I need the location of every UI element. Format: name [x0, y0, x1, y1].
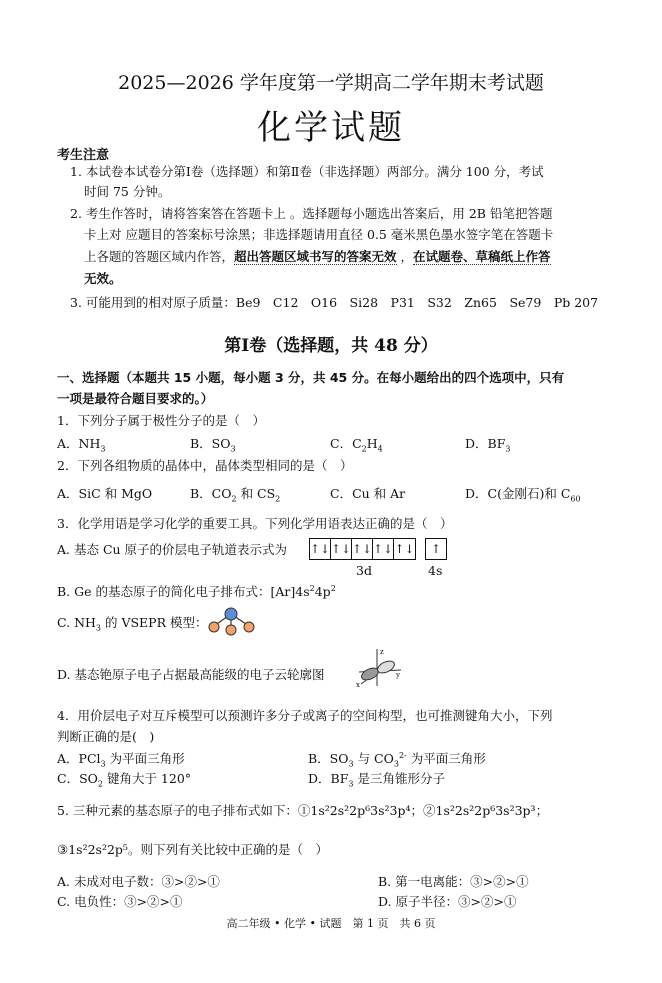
notice-item-1-cont: 时间 75 分钟。: [84, 184, 171, 199]
option-text: C．C: [330, 436, 362, 451]
q2-option-c: C．Cu 和 Ar: [330, 486, 406, 501]
notice-emphasis-1: 超出答题区域书写的答案无效: [234, 249, 397, 264]
notice-emphasis-2: 在试题卷、草稿纸上作答: [413, 249, 551, 264]
lobe: [376, 659, 397, 676]
q5-stem-cont: [57, 841, 328, 859]
q5-option-c: C. 电负性：③>②>①: [57, 894, 183, 909]
option-text: H: [366, 436, 378, 451]
label-4s: 4s: [428, 563, 443, 578]
part-instructions-cont: 一项是最符合题目要求的。）: [57, 391, 214, 406]
q4-option-b: [308, 750, 486, 768]
subscript: 3: [230, 444, 236, 454]
subscript: 2: [361, 444, 367, 454]
option-text: C. NH: [57, 615, 96, 630]
subscript: 3: [95, 623, 101, 633]
subscript: 3: [348, 779, 354, 789]
option-text: 4p: [314, 584, 331, 599]
electron-config: ③1s²2s²2p⁵: [57, 842, 128, 857]
subscript: 3: [505, 444, 511, 454]
q5-stem: 5. 三种元素的基态原子的电子排布式如下：①1s²2s²2p⁶3s²3p⁴；②1s²2s²2p⁶3s²3p³；: [57, 803, 549, 818]
q1-stem: 1．下列分子属于极性分子的是（ ）: [57, 413, 265, 428]
option-text: D．BF: [308, 771, 349, 786]
superscript: 2: [330, 583, 336, 593]
electron-config: ①1s²2s²2p⁶3s²3p⁴: [297, 803, 411, 818]
notice-text: 上各题的答题区域内作答，: [84, 249, 235, 264]
subscript: 3: [393, 759, 399, 769]
option-text: B. Ge 的基态原子的简化电子排布式：[Ar]4s: [57, 584, 310, 599]
q3-option-a: A. 基态 Cu 原子的价层电子轨道表示式为: [57, 542, 288, 557]
q1-option-d: [465, 435, 510, 453]
subscript: 3: [348, 759, 354, 769]
superscript: 2: [309, 583, 315, 593]
atom-h: [226, 625, 236, 635]
q2-option-b: [190, 485, 280, 503]
option-text: 和 CS: [236, 486, 276, 501]
q1-option-c: [330, 435, 383, 453]
q5-option-a: A. 未成对电子数：③>②>①: [57, 874, 220, 889]
orbital-4s-box: ↑: [425, 538, 447, 560]
option-text: C．SO: [57, 771, 98, 786]
q2-option-a: A．SiC 和 MgO: [57, 486, 153, 501]
orbital-cell: ↑↓: [331, 539, 352, 559]
orbital-cell: ↑↓: [373, 539, 394, 559]
q2-option-d: [465, 485, 581, 503]
label-3d: 3d: [356, 563, 372, 578]
notice-item-2-line3: [84, 248, 551, 266]
notice-item-2-cont: 卡上对 应题目的答案标号涂黑；非选择题请用直径 0.5 毫米黑色墨水签字笔在答题卡: [84, 227, 554, 242]
option-text: 与 CO: [353, 751, 394, 766]
subscript: 2: [97, 779, 103, 789]
orbital-cell: ↑↓: [352, 539, 373, 559]
vsepr-model-diagram: [204, 606, 260, 636]
subscript: 3: [100, 759, 106, 769]
axis-label-y: y: [396, 671, 400, 679]
electron-config: ②1s²2s²2p⁶3s²3p³: [423, 803, 536, 818]
option-text: B．SO: [190, 436, 231, 451]
q4-option-a: [57, 750, 185, 768]
notice-item-2-end: 无效。: [84, 271, 122, 286]
subscript: 60: [570, 494, 581, 504]
section-title: 第Ⅰ卷（选择题，共 48 分）: [224, 336, 438, 356]
atom-n: [225, 608, 237, 620]
superscript: 2-: [398, 750, 407, 760]
q4-stem-cont: 判断正确的是( ): [57, 729, 155, 744]
notice-title: 考生注意: [57, 148, 110, 163]
q4-option-c: [57, 770, 191, 788]
option-text: 的 VSEPR 模型：: [101, 615, 208, 630]
q4-option-d: [308, 770, 445, 788]
question-text: 。则下列有关比较中正确的是（ ）: [127, 842, 328, 857]
option-text: 为平面三角形: [105, 751, 185, 766]
axis-label-x: x: [356, 681, 360, 688]
option-text: D．BF: [465, 436, 506, 451]
option-text: B．CO: [190, 486, 232, 501]
page-footer: 高二年级 • 化学 • 试题 第 1 页 共 6 页: [226, 917, 436, 930]
q3-stem: 3．化学用语是学习化学的重要工具。下列化学用语表达正确的是（ ）: [57, 516, 453, 531]
subscript: 4: [377, 444, 383, 454]
option-text: B．SO: [308, 751, 349, 766]
option-text: A．NH: [57, 436, 101, 451]
subscript: 2: [275, 494, 281, 504]
axis-label-z: z: [380, 648, 384, 656]
exam-title: 2025—2026 学年度第一学期高二学年期末考试题: [118, 72, 544, 94]
subscript: 2: [231, 494, 237, 504]
option-text: A．PCl: [57, 751, 101, 766]
q1-option-b: [190, 435, 236, 453]
option-text: D．C(金刚石)和 C: [465, 486, 571, 501]
q3-option-b: [57, 583, 336, 601]
atom-h: [244, 622, 254, 632]
notice-text: ，: [396, 249, 414, 264]
q4-stem: 4．用价层电子对互斥模型可以预测许多分子或离子的空间构型，也可推测键角大小，下列: [57, 708, 553, 723]
q2-stem: 2．下列各组物质的晶体中，晶体类型相同的是（ ）: [57, 458, 353, 473]
option-text: 是三角锥形分子: [353, 771, 445, 786]
orbital-3d-box: [309, 538, 416, 560]
orbital-cell: ↑↓: [394, 542, 415, 556]
q1-option-a: [57, 435, 105, 453]
q5-option-d: D. 原子半径：③>②>①: [378, 894, 517, 909]
subject-title: 化学试题: [257, 108, 405, 148]
option-text: 键角大于 120°: [102, 771, 192, 786]
p-orbital-diagram: [355, 646, 405, 688]
notice-item-3: 3. 可能用到的相对原子质量：Be9 C12 O16 Si28 P31 S32 Zn65 Se79 Pb 207: [70, 295, 599, 310]
option-text: 为平面三角形: [406, 751, 486, 766]
part-instructions: 一、选择题（本题共 15 小题，每小题 3 分，共 45 分。在每小题给出的四个选项中，只有: [57, 370, 565, 385]
notice-item-1: 1. 本试卷本试卷分第Ⅰ卷（选择题）和第Ⅱ卷（非选择题）两部分。满分 100 分，考试: [70, 164, 544, 179]
q5-option-b: B. 第一电离能：③>②>①: [378, 874, 529, 889]
q3-option-c: [57, 614, 207, 632]
question-text: 5. 三种元素的基态原子的电子排布式如下：: [57, 803, 298, 818]
notice-item-2: 2. 考生作答时，请将答案答在答题卡上 。选择题每小题选出答案后，用 2B 铅笔把答题: [70, 206, 553, 221]
atom-h: [209, 622, 219, 632]
orbital-cell: ↑↓: [310, 539, 331, 559]
q3-option-d: D. 基态铯原子电子占据最高能级的电子云轮廓图: [57, 667, 325, 682]
subscript: 3: [100, 444, 106, 454]
